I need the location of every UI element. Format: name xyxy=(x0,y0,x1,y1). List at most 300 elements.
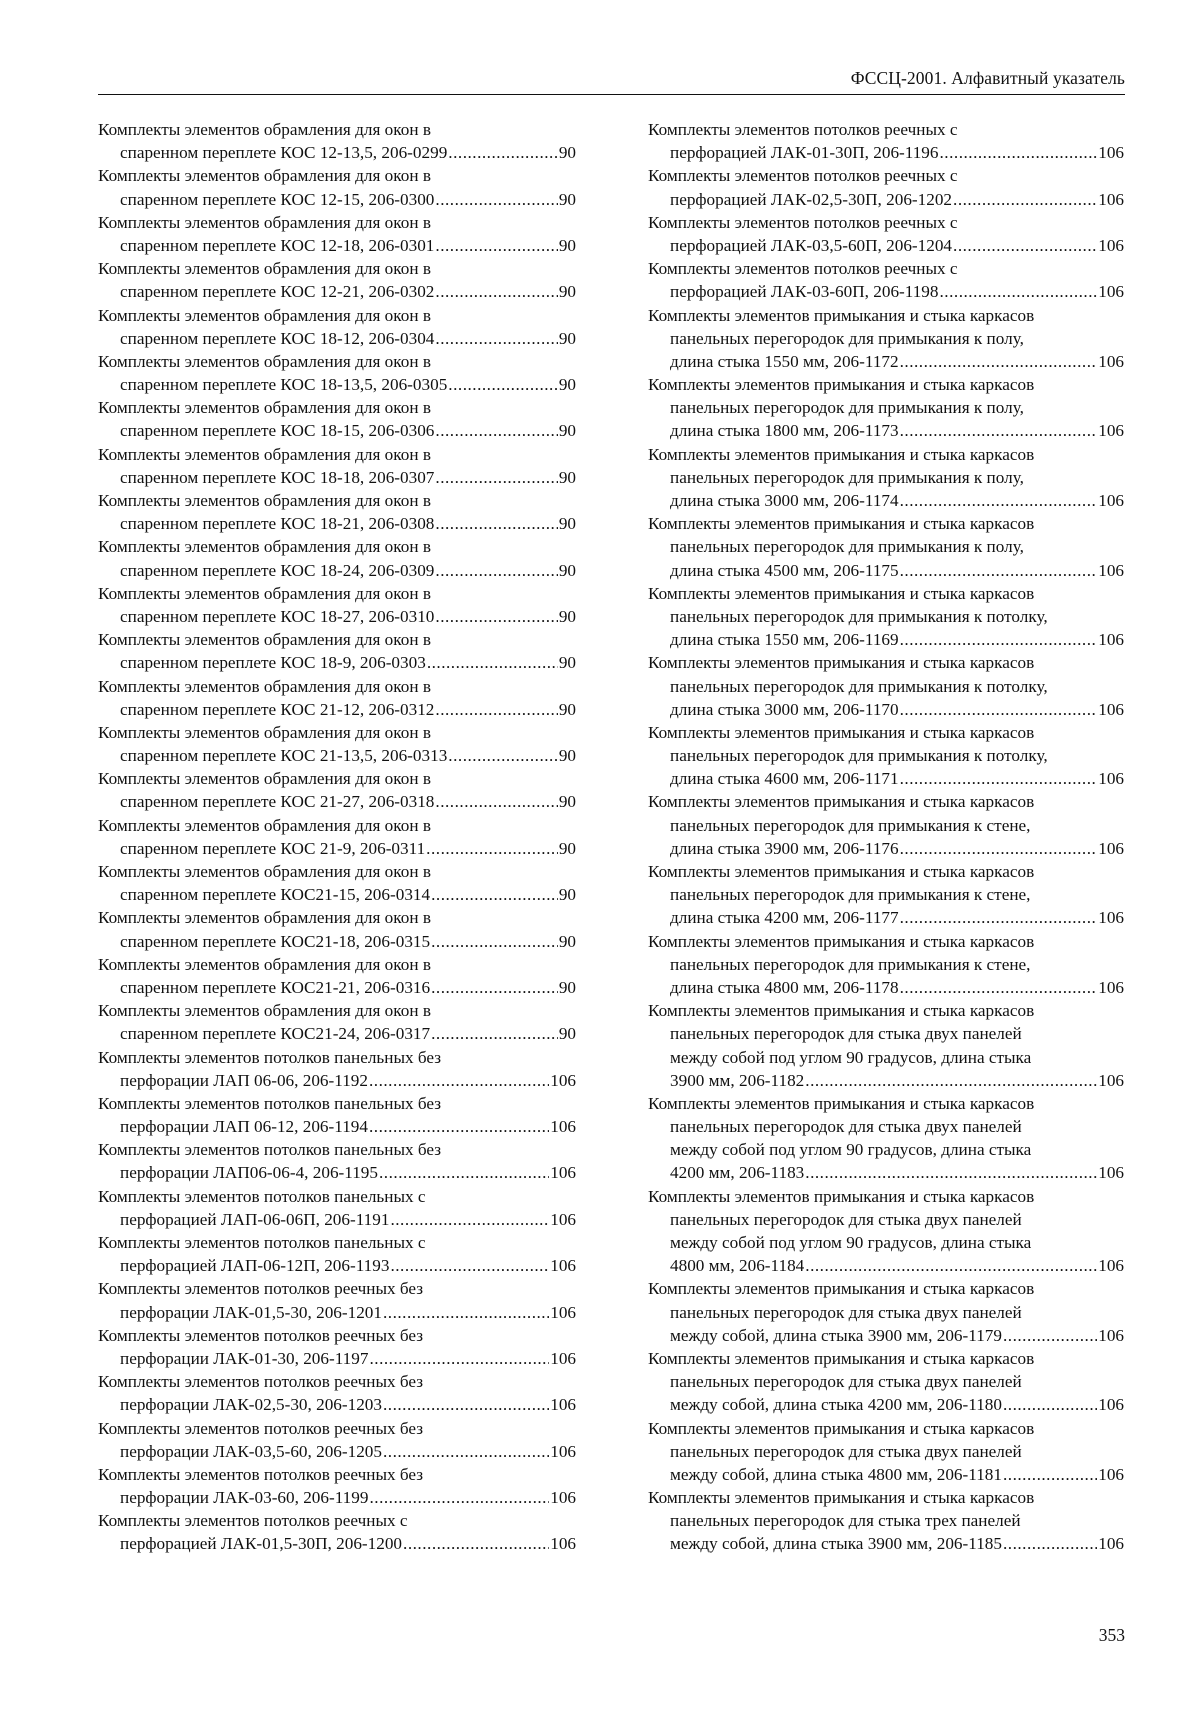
index-entry xyxy=(98,1185,576,1231)
index-entry-line: Комплекты элементов обрамления для окон в xyxy=(98,676,431,696)
index-entry-line: Комплекты элементов потолков реечных с xyxy=(648,120,958,139)
index-entry-line: между собой под углом 90 градусов, длина стыка xyxy=(670,1140,1032,1160)
index-entry-line: панельных перегородок для стыка двух панелей xyxy=(670,1372,1022,1392)
index-entry-line xyxy=(648,1463,1124,1486)
index-entry-text: длина стыка 1550 мм, 206-1169 xyxy=(670,630,899,650)
index-entry-page: 90 xyxy=(558,328,576,348)
index-entry-text: перфорации ЛАП06-06-4, 206-1195 xyxy=(120,1163,378,1183)
dot-leader xyxy=(431,930,558,953)
dot-leader xyxy=(431,976,558,999)
index-entry-page: 106 xyxy=(1098,1163,1124,1183)
index-entry xyxy=(98,628,576,674)
index-entry-page: 90 xyxy=(558,282,576,302)
dot-leader xyxy=(900,489,1098,512)
index-entry-text: спаренном переплете КОС 18-13,5, 206-0305 xyxy=(120,375,448,395)
index-entry-line: Комплекты элементов примыкания и стыка каркасов xyxy=(648,305,1035,325)
dot-leader xyxy=(390,1254,549,1277)
index-entry-page: 106 xyxy=(1098,769,1124,789)
index-entry-line: панельных перегородок для примыкания к полу, xyxy=(670,398,1024,418)
index-column-left xyxy=(98,118,576,1556)
index-entry-text: перфорации ЛАК-03-60, 206-1199 xyxy=(120,1488,369,1508)
index-entry-page: 106 xyxy=(1098,699,1124,719)
index-entry-line: Комплекты элементов потолков панельных без xyxy=(98,1140,442,1160)
index-entry-line: Комплекты элементов обрамления для окон в xyxy=(98,305,431,325)
index-entry-line: панельных перегородок для стыка двух панелей xyxy=(670,1117,1022,1137)
index-entry xyxy=(648,118,1124,164)
index-entry xyxy=(648,304,1124,374)
index-entry-line: Комплекты элементов обрамления для окон в xyxy=(98,212,431,232)
index-entry xyxy=(648,930,1124,1000)
index-entry-line xyxy=(648,767,1124,790)
dot-leader xyxy=(369,1069,549,1092)
dot-leader xyxy=(900,906,1098,929)
index-entry-line: Комплекты элементов обрамления для окон в xyxy=(98,444,431,464)
index-entry-text: спаренном переплете КОС 18-12, 206-0304 xyxy=(120,328,435,348)
dot-leader xyxy=(1003,1532,1097,1555)
index-entry-line: панельных перегородок для стыка двух панелей xyxy=(670,1024,1022,1044)
dot-leader xyxy=(427,651,558,674)
index-entry-page: 90 xyxy=(558,699,576,719)
dot-leader xyxy=(369,1347,549,1370)
index-entry-line: Комплекты элементов обрамления для окон в xyxy=(98,815,431,835)
index-entry-page: 106 xyxy=(550,1395,576,1415)
index-entry-line xyxy=(98,1532,576,1555)
index-entry-line: Комплекты элементов обрамления для окон в xyxy=(98,862,431,881)
index-entry xyxy=(98,906,576,952)
index-entry-page: 90 xyxy=(558,653,576,673)
index-entry-text: спаренном переплете КОС 18-27, 206-0310 xyxy=(120,606,435,626)
dot-leader xyxy=(900,628,1098,651)
index-entry-line: Комплекты элементов потолков панельных без xyxy=(98,1047,442,1067)
index-entry-page: 106 xyxy=(1098,838,1124,858)
index-entry-line xyxy=(648,837,1124,860)
index-entry-page: 90 xyxy=(558,885,576,905)
index-entry-line xyxy=(648,141,1124,164)
index-entry-line: панельных перегородок для примыкания к стене, xyxy=(670,885,1031,905)
index-entry-text: спаренном переплете КОС21-18, 206-0315 xyxy=(120,931,431,951)
dot-leader xyxy=(435,512,557,535)
index-entry-text: между собой, длина стыка 3900 мм, 206-1185 xyxy=(670,1534,1002,1554)
index-entry-line xyxy=(98,1208,576,1231)
index-entry xyxy=(98,860,576,906)
dot-leader xyxy=(435,419,557,442)
index-entry-line: панельных перегородок для примыкания к полу, xyxy=(670,467,1024,487)
dot-leader xyxy=(900,559,1098,582)
dot-leader xyxy=(900,976,1098,999)
index-entry xyxy=(98,535,576,581)
index-entry-line: Комплекты элементов примыкания и стыка каркасов xyxy=(648,1418,1035,1438)
index-entry xyxy=(648,211,1124,257)
index-entry-page: 106 xyxy=(550,1117,576,1137)
index-entry-text: спаренном переплете КОС 18-15, 206-0306 xyxy=(120,421,435,441)
index-entry-line xyxy=(98,280,576,303)
index-entry-line: Комплекты элементов примыкания и стыка каркасов xyxy=(648,1348,1035,1368)
index-entry-line xyxy=(98,559,576,582)
index-entry-page: 106 xyxy=(1098,1256,1124,1276)
index-entry-text: перфорации ЛАП 06-12, 206-1194 xyxy=(120,1117,368,1137)
index-entry-page: 90 xyxy=(558,421,576,441)
index-entry-page: 90 xyxy=(558,560,576,580)
index-entry-line xyxy=(648,1161,1124,1184)
dot-leader xyxy=(431,1022,558,1045)
index-entry xyxy=(648,860,1124,930)
index-entry-text: спаренном переплете КОС 21-27, 206-0318 xyxy=(120,792,435,812)
index-entry-page: 90 xyxy=(558,792,576,812)
index-entry-text: спаренном переплете КОС 12-13,5, 206-0299 xyxy=(120,143,448,163)
index-entry xyxy=(648,164,1124,210)
index-entry-line: панельных перегородок для примыкания к потолку, xyxy=(670,676,1048,696)
index-entry-line: Комплекты элементов примыкания и стыка каркасов xyxy=(648,1279,1035,1299)
index-entry-line xyxy=(98,605,576,628)
index-entry-line: Комплекты элементов потолков реечных без xyxy=(98,1418,424,1438)
index-entry-page: 106 xyxy=(1098,235,1124,255)
index-entry-line xyxy=(98,744,576,767)
index-entry-text: спаренном переплете КОС 21-12, 206-0312 xyxy=(120,699,435,719)
index-entry xyxy=(98,721,576,767)
dot-leader xyxy=(383,1393,549,1416)
dot-leader xyxy=(435,234,557,257)
dot-leader xyxy=(435,790,557,813)
index-entry-line xyxy=(98,1115,576,1138)
dot-leader xyxy=(1003,1324,1097,1347)
index-entry-text: перфорации ЛАК-03,5-60, 206-1205 xyxy=(120,1441,382,1461)
index-entry-line xyxy=(98,419,576,442)
index-entry-page: 106 xyxy=(1098,560,1124,580)
index-entry-line xyxy=(648,559,1124,582)
index-entry xyxy=(98,1370,576,1416)
index-entry-line xyxy=(98,1440,576,1463)
index-entry-line xyxy=(98,1347,576,1370)
index-entry-line xyxy=(648,1532,1124,1555)
index-entry-text: длина стыка 3000 мм, 206-1174 xyxy=(670,491,899,510)
index-entry xyxy=(648,257,1124,303)
index-entry-text: длина стыка 1800 мм, 206-1173 xyxy=(670,421,899,441)
index-entry xyxy=(648,1347,1124,1417)
dot-leader xyxy=(435,698,557,721)
index-entry-page: 106 xyxy=(1098,630,1124,650)
index-entry-page: 106 xyxy=(1098,421,1124,441)
index-entry-text: между собой, длина стыка 3900 мм, 206-1179 xyxy=(670,1325,1002,1345)
index-entry-page: 106 xyxy=(550,1256,576,1276)
index-entry-page: 106 xyxy=(550,1488,576,1508)
index-entry-line: Комплекты элементов обрамления для окон в xyxy=(98,537,431,557)
dot-leader xyxy=(448,141,558,164)
index-entry-text: длина стыка 3000 мм, 206-1170 xyxy=(670,699,899,719)
index-entry-line: панельных перегородок для примыкания к стене, xyxy=(670,815,1031,835)
index-entry-line xyxy=(98,837,576,860)
index-entry-page: 106 xyxy=(1098,1070,1124,1090)
index-entry-line: панельных перегородок для примыкания к потолку, xyxy=(670,606,1048,626)
index-entry-line: Комплекты элементов потолков реечных без xyxy=(98,1325,424,1345)
index-entry-text: перфорации ЛАК-01,5-30, 206-1201 xyxy=(120,1302,382,1322)
header-title: ФССЦ-2001. Алфавитный указатель xyxy=(850,68,1125,88)
index-entry xyxy=(648,1092,1124,1185)
index-entry-page: 106 xyxy=(1098,1464,1124,1484)
index-entry-page: 106 xyxy=(1098,143,1124,163)
index-entry xyxy=(98,1509,576,1555)
index-entry-text: спаренном переплете КОС 21-13,5, 206-0313 xyxy=(120,746,448,766)
index-entry-page: 90 xyxy=(558,606,576,626)
index-entry-line: Комплекты элементов примыкания и стыка каркасов xyxy=(648,653,1035,673)
index-entry-page: 106 xyxy=(550,1441,576,1461)
index-entry-text: между собой, длина стыка 4800 мм, 206-1181 xyxy=(670,1464,1002,1484)
index-entry xyxy=(98,1463,576,1509)
dot-leader xyxy=(900,350,1098,373)
dot-leader xyxy=(435,559,557,582)
index-entry-line xyxy=(98,141,576,164)
dot-leader xyxy=(383,1301,549,1324)
index-entry-line: Комплекты элементов обрамления для окон в xyxy=(98,351,431,371)
index-entry xyxy=(648,1486,1124,1556)
index-entry-line xyxy=(98,327,576,350)
index-entry-line xyxy=(98,512,576,535)
index-entry xyxy=(98,953,576,999)
index-entry-line: Комплекты элементов примыкания и стыка каркасов xyxy=(648,583,1035,603)
index-entry-line xyxy=(98,373,576,396)
dot-leader xyxy=(953,234,1097,257)
index-entry xyxy=(98,489,576,535)
index-entry xyxy=(648,1417,1124,1487)
index-entry-line: панельных перегородок для примыкания к потолку, xyxy=(670,746,1048,766)
index-entry-text: длина стыка 4500 мм, 206-1175 xyxy=(670,560,899,580)
index-entry-line: Комплекты элементов примыкания и стыка каркасов xyxy=(648,722,1035,742)
index-entry-line xyxy=(98,466,576,489)
index-entry-line: Комплекты элементов потолков панельных без xyxy=(98,1093,442,1113)
index-entry-page: 90 xyxy=(558,838,576,858)
index-entry-line xyxy=(98,1486,576,1509)
dot-leader xyxy=(940,280,1098,303)
index-entry xyxy=(98,396,576,442)
index-entry-line: между собой под углом 90 градусов, длина стыка xyxy=(670,1233,1032,1252)
index-entry-line: Комплекты элементов обрамления для окон в xyxy=(98,722,431,742)
index-entry-line xyxy=(98,1393,576,1416)
index-entry-text: спаренном переплете КОС 18-18, 206-0307 xyxy=(120,467,435,487)
dot-leader xyxy=(383,1440,549,1463)
index-entry-page: 106 xyxy=(550,1070,576,1090)
dot-leader xyxy=(403,1532,549,1555)
index-entry-text: перфорации ЛАП 06-06, 206-1192 xyxy=(120,1070,368,1090)
index-entry-text: спаренном переплете КОС 18-21, 206-0308 xyxy=(120,514,435,534)
index-entry-page: 106 xyxy=(550,1348,576,1368)
index-entry-line: Комплекты элементов примыкания и стыка каркасов xyxy=(648,1001,1035,1021)
index-entry xyxy=(98,1092,576,1138)
page-number: 353 xyxy=(1098,1625,1125,1645)
index-entry-line xyxy=(98,1069,576,1092)
dot-leader xyxy=(1003,1393,1097,1416)
index-entry xyxy=(98,211,576,257)
index-entry-text: спаренном переплете КОС 18-24, 206-0309 xyxy=(120,560,435,580)
index-entry-page: 106 xyxy=(550,1209,576,1229)
index-entry xyxy=(648,999,1124,1092)
index-entry-text: перфорацией ЛАК-03,5-60П, 206-1204 xyxy=(670,235,953,255)
index-entry-text: спаренном переплете КОС 12-18, 206-0301 xyxy=(120,235,435,255)
index-entry-line: Комплекты элементов потолков реечных без xyxy=(98,1464,424,1484)
index-entry xyxy=(98,443,576,489)
index-entry-page: 106 xyxy=(1098,189,1124,209)
index-entry-line: панельных перегородок для примыкания к полу, xyxy=(670,328,1024,348)
index-entry-page: 106 xyxy=(1098,351,1124,371)
index-entry-line xyxy=(98,1022,576,1045)
index-entry-line: панельных перегородок для примыкания к полу, xyxy=(670,537,1024,557)
dot-leader xyxy=(1003,1463,1097,1486)
index-entry-page: 106 xyxy=(550,1163,576,1183)
index-entry-line xyxy=(98,1254,576,1277)
index-entry-line xyxy=(98,1301,576,1324)
index-entry-line xyxy=(648,906,1124,929)
index-entry-page: 90 xyxy=(558,514,576,534)
index-entry xyxy=(648,790,1124,860)
index-entry-text: спаренном переплете КОС21-21, 206-0316 xyxy=(120,977,431,997)
index-entry xyxy=(648,443,1124,513)
index-entry-line: Комплекты элементов потолков реечных без xyxy=(98,1279,424,1299)
index-entry-text: спаренном переплете КОС 18-9, 206-0303 xyxy=(120,653,426,673)
index-entry xyxy=(98,304,576,350)
index-entry-text: перфорацией ЛАК-01,5-30П, 206-1200 xyxy=(120,1534,403,1554)
index-entry-page: 90 xyxy=(558,375,576,395)
index-entry-line xyxy=(648,489,1124,512)
index-entry xyxy=(648,1185,1124,1278)
index-entry-page: 106 xyxy=(1098,282,1124,302)
index-entry-text: 4800 мм, 206-1184 xyxy=(670,1256,805,1276)
index-entry-line xyxy=(98,698,576,721)
index-entry-page: 90 xyxy=(558,1024,576,1044)
index-entry xyxy=(648,582,1124,652)
index-entry-text: длина стыка 4200 мм, 206-1177 xyxy=(670,908,899,928)
dot-leader xyxy=(369,1486,549,1509)
index-entry xyxy=(98,118,576,164)
dot-leader xyxy=(900,698,1098,721)
index-entry-line xyxy=(98,1161,576,1184)
index-entry-line xyxy=(98,883,576,906)
index-entry-line: Комплекты элементов потолков панельных с xyxy=(98,1186,426,1206)
index-entry-line xyxy=(648,1069,1124,1092)
index-entry-line: Комплекты элементов обрамления для окон в xyxy=(98,120,431,139)
index-entry-line: Комплекты элементов потолков реечных с xyxy=(648,259,958,279)
index-entry-line: Комплекты элементов обрамления для окон в xyxy=(98,491,431,510)
index-entry-line xyxy=(648,976,1124,999)
dot-leader xyxy=(805,1161,1097,1184)
index-entry-text: длина стыка 4600 мм, 206-1171 xyxy=(670,769,899,789)
index-entry-line xyxy=(648,350,1124,373)
dot-leader xyxy=(435,605,557,628)
index-entry-line xyxy=(648,234,1124,257)
index-entry-line xyxy=(648,628,1124,651)
dot-leader xyxy=(900,419,1098,442)
dot-leader xyxy=(953,188,1097,211)
index-column-right xyxy=(648,118,1124,1556)
index-entry xyxy=(98,1277,576,1323)
index-entry xyxy=(98,1046,576,1092)
index-entry-page: 106 xyxy=(550,1534,576,1554)
dot-leader xyxy=(390,1208,549,1231)
index-entry-line: Комплекты элементов обрамления для окон в xyxy=(98,769,431,789)
index-entry xyxy=(98,1417,576,1463)
dot-leader xyxy=(900,767,1098,790)
dot-leader xyxy=(431,883,558,906)
index-entry-page: 90 xyxy=(558,235,576,255)
index-entry-text: 3900 мм, 206-1182 xyxy=(670,1070,805,1090)
index-entry-text: спаренном переплете КОС 12-15, 206-0300 xyxy=(120,189,435,209)
dot-leader xyxy=(805,1069,1097,1092)
index-entry-text: длина стыка 4800 мм, 206-1178 xyxy=(670,977,899,997)
index-entry-line: панельных перегородок для стыка трех панелей xyxy=(670,1511,1021,1531)
index-entry-line xyxy=(648,1393,1124,1416)
dot-leader xyxy=(435,327,557,350)
index-entry-page: 90 xyxy=(558,189,576,209)
index-entry-text: 4200 мм, 206-1183 xyxy=(670,1163,805,1183)
index-entry-line: панельных перегородок для стыка двух панелей xyxy=(670,1441,1022,1461)
dot-leader xyxy=(435,188,557,211)
dot-leader xyxy=(805,1254,1097,1277)
index-entry-line: Комплекты элементов потолков реечных без xyxy=(98,1372,424,1392)
index-entry-text: перфорацией ЛАП-06-06П, 206-1191 xyxy=(120,1209,390,1229)
index-entry-line: Комплекты элементов потолков панельных с xyxy=(98,1233,426,1252)
index-entry-line xyxy=(98,651,576,674)
index-entry xyxy=(648,721,1124,791)
index-entry xyxy=(98,257,576,303)
index-entry-line: Комплекты элементов обрамления для окон в xyxy=(98,398,431,418)
index-entry-text: между собой, длина стыка 4200 мм, 206-1180 xyxy=(670,1395,1002,1415)
index-entry xyxy=(98,1138,576,1184)
index-entry xyxy=(648,512,1124,582)
index-entry-line: Комплекты элементов примыкания и стыка каркасов xyxy=(648,862,1035,881)
dot-leader xyxy=(435,466,557,489)
index-entry-text: спаренном переплете КОС21-24, 206-0317 xyxy=(120,1024,431,1044)
dot-leader xyxy=(448,744,558,767)
index-entry xyxy=(648,1277,1124,1347)
index-entry xyxy=(98,582,576,628)
index-entry xyxy=(98,999,576,1045)
index-entry-line: между собой под углом 90 градусов, длина стыка xyxy=(670,1047,1032,1067)
running-header xyxy=(98,64,1125,95)
index-entry-line: панельных перегородок для стыка двух панелей xyxy=(670,1209,1022,1229)
dot-leader xyxy=(369,1115,549,1138)
index-entry-line: панельных перегородок для стыка двух панелей xyxy=(670,1302,1022,1322)
dot-leader xyxy=(940,141,1098,164)
index-entry-page: 106 xyxy=(1098,491,1124,510)
index-entry-line xyxy=(98,234,576,257)
index-entry xyxy=(648,651,1124,721)
index-entry-page: 90 xyxy=(558,977,576,997)
index-entry-line xyxy=(98,930,576,953)
index-entry-line: Комплекты элементов обрамления для окон в xyxy=(98,954,431,974)
index-entry xyxy=(98,1324,576,1370)
index-entry-line: Комплекты элементов примыкания и стыка каркасов xyxy=(648,1488,1035,1508)
index-entry-text: перфорации ЛАК-02,5-30, 206-1203 xyxy=(120,1395,382,1415)
index-entry-line: Комплекты элементов обрамления для окон в xyxy=(98,259,431,279)
index-entry-line: Комплекты элементов обрамления для окон в xyxy=(98,908,431,928)
index-entry-text: перфорацией ЛАК-02,5-30П, 206-1202 xyxy=(670,189,953,209)
index-entry-text: длина стыка 3900 мм, 206-1176 xyxy=(670,838,899,858)
index-entry-line xyxy=(648,419,1124,442)
index-entry-line: Комплекты элементов обрамления для окон в xyxy=(98,583,431,603)
index-entry xyxy=(98,767,576,813)
index-entry xyxy=(98,814,576,860)
index-entry-line: Комплекты элементов примыкания и стыка каркасов xyxy=(648,792,1035,812)
index-entry xyxy=(98,164,576,210)
index-entry-line xyxy=(648,188,1124,211)
index-entry xyxy=(98,675,576,721)
index-entry-line xyxy=(98,976,576,999)
index-entry-line: Комплекты элементов обрамления для окон в xyxy=(98,630,431,650)
index-entry xyxy=(648,373,1124,443)
index-entry-line: Комплекты элементов обрамления для окон в xyxy=(98,166,431,186)
dot-leader xyxy=(448,373,558,396)
index-entry-line: Комплекты элементов примыкания и стыка каркасов xyxy=(648,1186,1035,1206)
index-entry-text: спаренном переплете КОС21-15, 206-0314 xyxy=(120,885,431,905)
dot-leader xyxy=(900,837,1098,860)
index-entry-text: спаренном переплете КОС 12-21, 206-0302 xyxy=(120,282,435,302)
